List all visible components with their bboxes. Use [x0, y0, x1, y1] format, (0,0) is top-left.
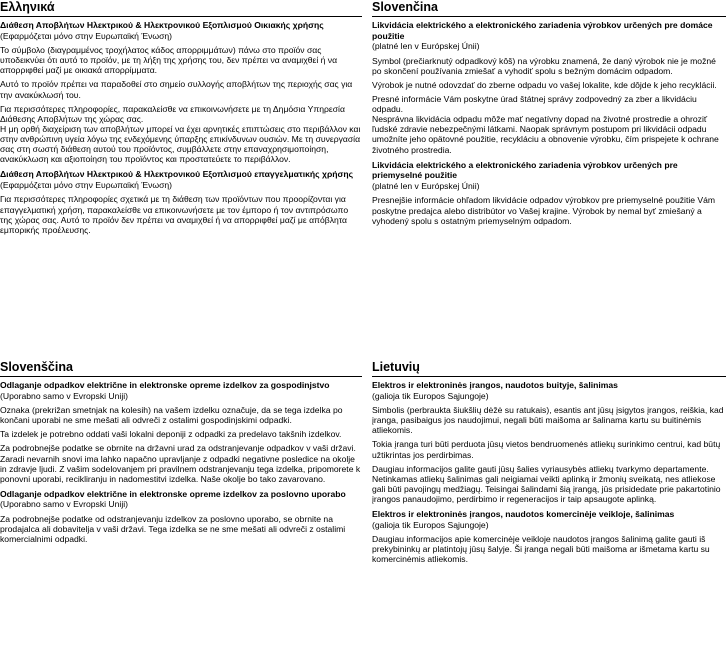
section-heading: Likvidácia elektrického a elektronického zariadenia výrobkov určených pre domáce použitie — [372, 20, 713, 41]
paragraph: Za podrobnejše podatke se obrnite na državni urad za odstranjevanje odpadkov v vaši državi. — [0, 443, 356, 454]
paragraph: Výrobok je nutné odovzdať do zberne odpadu vo vašej lokalite, kde dôjde k jeho recyklácii. — [372, 79, 717, 90]
paragraph: Za podrobnejše podatke od odstranjevanju izdelkov za poslovno uporabo, se obrnite na prodajalca ali dobavitelja v vaši državi. Tega izdelka se ne sme mešati ali odvreči z ostalimi komercialnimi odpadki. — [0, 514, 346, 545]
paragraph: Symbol (prečiarknutý odpadkový kôš) na výrobku znamená, že daný výrobok nie je možné po skončení používania zmiešať a vyhodiť spolu s bežným domácim odpadom. — [372, 55, 716, 76]
language-heading: Slovenščina — [0, 360, 362, 377]
paragraph: Για περισσότερες πληροφορίες, παρακαλείσθε να επικοινωνήσετε με τη Δημόσια Υπηρεσία Διάθεσης Αποβλήτων της χώρας σας. — [0, 103, 345, 124]
applicability-note: (Uporabno samo v Evropski Uniji) — [0, 499, 128, 510]
paragraph: Για περισσότερες πληροφορίες σχετικά με τη διάθεση των προϊόντων που προορίζονται για επαγγελματική χρήση, παρακαλείσθε να επικοινωνήσετε με τον έμπορο ή τον αντιπρόσωπο της χώρας σας. Αυτό το προϊόν δεν πρέπει να αναμιχθεί ή να απορριφθεί μαζί με απόβλητα εμπορικής προέλευσης. — [0, 194, 349, 235]
paragraph: Η μη ορθή διαχείριση των αποβλήτων μπορεί να έχει αρνητικές επιπτώσεις στο περιβάλλον και στην ανθρώπινη υγεία λόγω της ενδεχόμενης ύπαρξης επικίνδυνων ουσιών. Με τη συνεργασία σας στη σωστή διάθεση αυτού του προϊόντος, συμβάλλετε στην επαναχρησιμοποίηση, ανακύκλωση και αξιοποίηση του προϊόντος και προστατεύετε το περιβάλλον. — [0, 123, 361, 165]
paragraph: Simbolis (perbraukta šiukšlių dėžė su ratukais), esantis ant jūsų įsigytos įrangos, reiškia, kad įranga, pasibaigus jos naudojimui, negali būti maišoma ar šalinama kartu su buitinėmis atliekomis. — [372, 405, 724, 436]
applicability-note: (platné len v Európskej Únii) — [372, 180, 480, 191]
applicability-note: (Εφαρμόζεται μόνο στην Ευρωπαϊκή Ένωση) — [0, 179, 173, 190]
slovenian-section — [0, 360, 362, 645]
section-heading: Odlaganje odpadkov električne in elektronske opreme izdelkov za poslovno uporabo — [0, 488, 346, 499]
applicability-note: (galioja tik Europos Sąjungoje) — [372, 519, 489, 530]
paragraph: Daugiau informacijos galite gauti jūsų šalies vyriausybės atliekų tvarkymo departamente. — [372, 463, 709, 474]
paragraph: Presnejšie informácie ohľadom likvidácie odpadov výrobkov pre priemyselné použitie Vám poskytne predajca alebo distribútor vo Vašej krajine. Výrobok by nemal byť zmiešaný a vyhodený spolu s ostatným priemyselným odpadom. — [372, 195, 716, 226]
applicability-note: (Εφαρμόζεται μόνο στην Ευρωπαϊκή Ένωση) — [0, 30, 173, 41]
paragraph: Το σύμβολο (διαγραμμένος τροχήλατος κάδος απορριμμάτων) πάνω στο προϊόν σας υποδεικνύει ότι αυτό το προϊόν, με τη λήξη της χρήσης του, δεν πρέπει να αναμιχθεί ή να απορριφθεί μαζί με οικιακά απορρίμματα. — [0, 45, 338, 76]
section-heading: Διάθεση Αποβλήτων Ηλεκτρικού & Ηλεκτρονικού Εξοπλισμού Οικιακής χρήσης — [0, 20, 324, 30]
paragraph: Ta izdelek je potrebno oddati vaši lokalni deponiji z odpadki za predelavo takšnih izdelkov. — [0, 429, 342, 440]
section-heading: Elektros ir elektroninės įrangos, naudotos komercinėje veikloje, šalinimas — [372, 509, 675, 520]
paragraph: Presné informácie Vám poskytne úrad štátnej správy zodpovedný za zber a likvidáciu odpadu. — [372, 94, 697, 115]
paragraph: Tokia įranga turi būti perduota jūsų vietos bendruomenės atliekų surinkimo centrui, kad būtų užtikrintas jos perdirbimas. — [372, 439, 721, 460]
paragraph: Oznaka (prekrižan smetnjak na kolesih) na vašem izdelku označuje, da se tega izdelka po končani uporabi ne sme mešati ali odvreči z ostalimi gospodinjskimi odpadki. — [0, 405, 343, 426]
paragraph: Netinkamas atliekų šalinimas gali neigiamai veikti aplinką ir žmonių sveikatą, nes atliekose gali būti pavojingų medžiagų. Teisingai šalindami šią įrangą, jūs prisidedate prie pakartotinio įrangos panaudojimo, perdirbimo ir regeneracijos ir taip apsaugote aplinką. — [372, 473, 721, 504]
language-heading: Ελληνικά — [0, 0, 362, 17]
paragraph: Nesprávna likvidácia odpadu môže mať negatívny dopad na životné prostredie a ohroziť ľudské zdravie nebezpečnými látkami. Naopak správnym postupom pri likvidácii odpadu umožníte jeho opätovné použitie, recykláciu a obnovenie výrobku, čím prispejete k ochrane životného prostredia. — [372, 114, 719, 155]
paragraph: Zaradi nevarnih snovi ima lahko napačno upravljanje z odpadki negativne posledice na okolje in zdravje ljudi. Z vašim sodelovanjem pri pravilnem odstranjevanju tega izdelka, pripomorete k ponovni uporabi, recikliranju in nadomestitvi izdelka. Naše okolje bo tako zavarovano. — [0, 453, 361, 484]
language-heading: Slovenčina — [372, 0, 726, 17]
paragraph: Αυτό το προϊόν πρέπει να παραδοθεί στο σημείο συλλογής αποβλήτων της περιοχής σας για την ανακύκλωσή του. — [0, 79, 353, 100]
greek-section — [0, 0, 362, 336]
applicability-note: (platné len v Európskej Únii) — [372, 41, 480, 52]
lithuanian-section — [372, 360, 726, 645]
slovak-section — [372, 0, 726, 336]
section-heading: Elektros ir elektroninės įrangos, naudotos buityje, šalinimas — [372, 380, 618, 390]
applicability-note: (Uporabno samo v Evropski Uniji) — [0, 390, 128, 401]
section-heading: Likvidácia elektrického a elektronického zariadenia výrobkov určených pre priemyselné použitie — [372, 159, 678, 181]
section-heading: Odlaganje odpadkov električne in elektronske opreme izdelkov za gospodinjstvo — [0, 380, 330, 390]
section-heading: Διάθεση Αποβλήτων Ηλεκτρικού & Ηλεκτρονικού Εξοπλισμού επαγγελματικής χρήσης — [0, 169, 354, 180]
applicability-note: (galioja tik Europos Sąjungoje) — [372, 390, 489, 401]
language-heading: Lietuvių — [372, 360, 726, 377]
paragraph: Daugiau informacijos apie komercinėje veikloje naudotos įrangos šalinimą galite gauti iš prekybininkų ar platintojų jūsų šalyje. Ši įranga negali būti maišoma ar išmetama kartu su komercinėmis atliekomis. — [372, 534, 710, 565]
